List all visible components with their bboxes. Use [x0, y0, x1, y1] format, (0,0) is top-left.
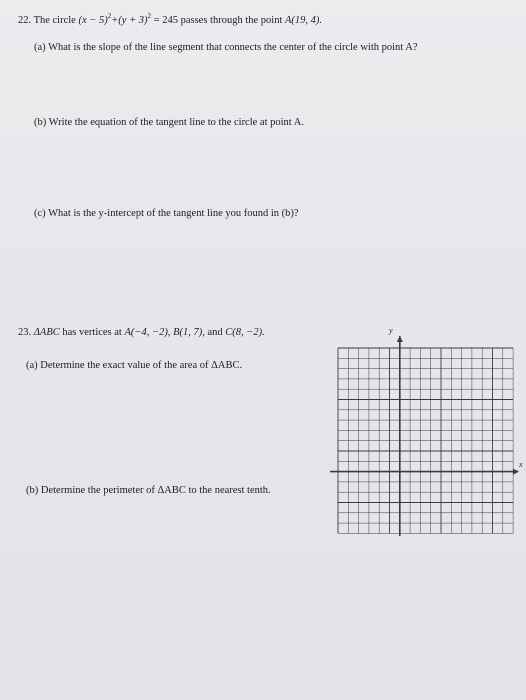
coordinate-grid — [330, 336, 520, 536]
question-number: 23. — [18, 327, 32, 338]
stem-prefix: The circle — [33, 15, 76, 26]
point-a: A(19, 4). — [284, 15, 323, 26]
question-22b: (b) Write the equation of the tangent line to the circle at point A. — [34, 117, 304, 128]
y-axis-arrow-icon — [397, 336, 403, 342]
vertex-c: C(8, −2). — [225, 327, 265, 338]
vertex-b: B(1, 7), — [173, 327, 205, 338]
question-number: 22. — [18, 15, 32, 26]
x-axis-arrow-icon — [513, 469, 519, 475]
y-axis-label: y — [389, 326, 393, 335]
circle-equation — [78, 12, 178, 26]
stem-suffix: passes through the point — [180, 15, 283, 26]
has-vertices-text: has vertices at — [62, 327, 122, 338]
question-23b: (b) Determine the perimeter of ΔABC to the nearest tenth. — [26, 485, 271, 496]
exponent-1: 2 — [107, 12, 112, 20]
question-22a: (a) What is the slope of the line segment that connects the center of the circle with point A? — [34, 42, 418, 53]
x-axis-label: x — [519, 460, 523, 469]
question-22c: (c) What is the y-intercept of the tangent line you found in (b)? — [34, 208, 299, 219]
question-23a: (a) Determine the exact value of the area of ΔABC. — [26, 360, 243, 371]
question-23-stem — [18, 327, 265, 338]
equation-term-1: (x − 5) — [78, 15, 108, 26]
vertex-a: A(−4, −2), — [124, 327, 171, 338]
exponent-2: 2 — [147, 12, 152, 20]
triangle-name: ΔABC — [33, 327, 60, 338]
question-22-stem — [18, 12, 322, 26]
equation-term-2: +(y + 3) — [111, 15, 148, 26]
and-text: and — [207, 327, 223, 338]
equation-rhs: = 245 — [153, 15, 178, 26]
